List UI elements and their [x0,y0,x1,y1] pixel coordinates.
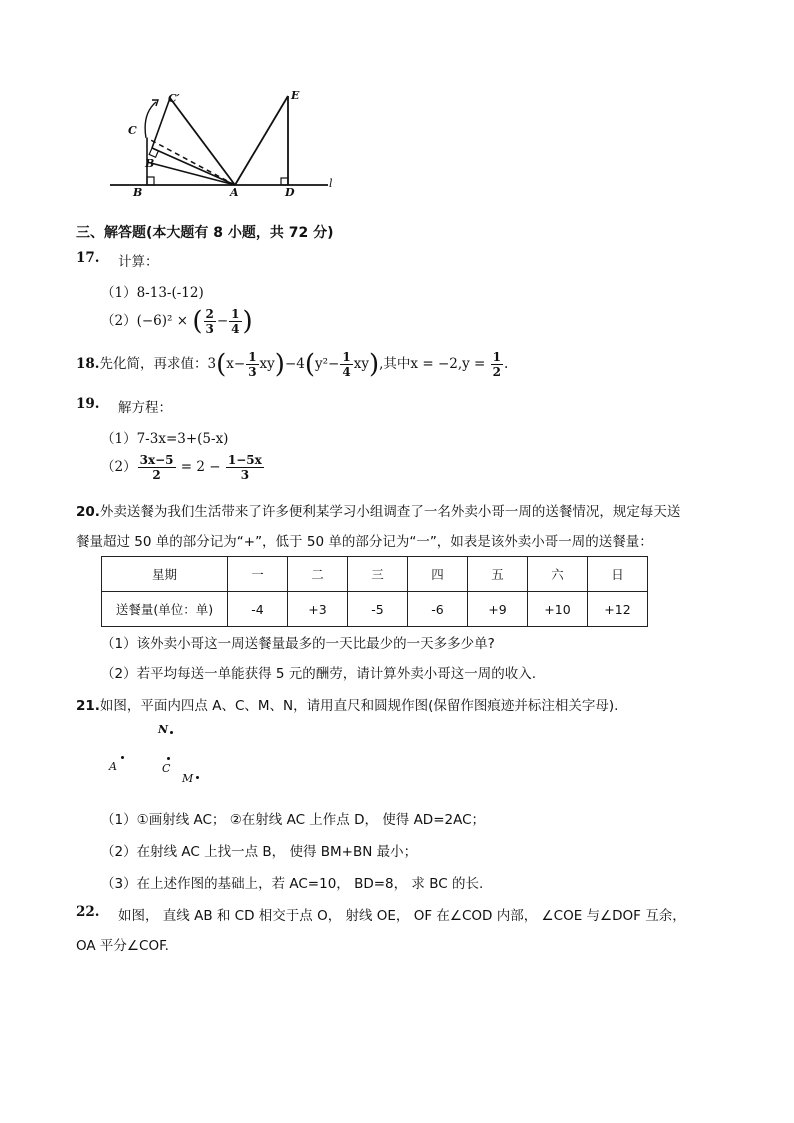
q18-number: 18. [76,356,100,372]
q19-part1: （1）7-3x=3+(5-x) [101,431,229,447]
table-cell: 四 [408,557,468,592]
point-a-label: A [109,760,117,773]
q20-line1: 20.外卖送餐为我们生活带来了许多便利某学习小组调查了一名外卖小哥一周的送餐情况，规定每天送 [76,504,681,520]
q21-line: 21.如图，平面内四点 A、C、M、N，请用直尺和圆规作图(保留作图痕迹并标注相关字母). [76,698,619,714]
point-n-label: N [158,723,169,736]
table-cell: 日 [588,557,648,592]
q19-part2: （2） $\frac{3x-5}{2}$ = 2 − $\frac{1-5x}{3}$ [101,453,262,482]
delivery-table [101,556,648,627]
section-title: 三、解答题(本大题有 8 小题，共 72 分) [76,225,334,241]
q21-part2: （2）在射线 AC 上找一点 B， 使得 BM+BN 最小； [101,844,418,860]
table-cell: -5 [348,592,408,627]
table-cell: +9 [468,592,528,627]
q20-part1: （1）该外卖小哥这一周送餐量最多的一天比最少的一天多多少单? [101,636,495,652]
label-b-small: B [145,157,155,170]
q17-part1: （1）8-13-(-12) [101,285,204,301]
table-cell: +12 [588,592,648,627]
point-n [170,731,173,734]
point-c-label: C [162,762,171,775]
table-cell: 三 [348,557,408,592]
label-c-prime: C′ [168,92,180,105]
label-d: D [285,186,295,199]
label-a: A [230,186,239,199]
q22-line1: 如图， 直线 AB 和 CD 相交于点 O， 射线 OE， OF 在∠COD 内部， ∠COE 与∠DOF 互余， [118,908,686,924]
table-cell: 六 [528,557,588,592]
table-row [102,557,648,592]
q21-part1: （1）①画射线 AC； ②在射线 AC 上作点 D， 使得 AD=2AC； [101,812,486,828]
q17-text: 计算： [118,254,159,270]
q21-number: 21. [76,698,100,714]
table-cell: -6 [408,592,468,627]
label-c: C [128,124,137,137]
q20-part2: （2）若平均每送一单能获得 5 元的酬劳，请计算外卖小哥这一周的收入. [101,666,537,682]
point-m [196,776,199,779]
point-m-label: M [182,772,194,785]
q17-part2: （2）(−6)² × ( $\frac{2}{3}$ − $\frac{1}{4}$ ) [101,306,253,337]
point-c [167,757,170,760]
label-l: l [329,177,333,190]
table-cell: 五 [468,557,528,592]
q19-number: 19. [76,396,100,412]
q20-line2: 餐量超过 50 单的部分记为“+”，低于 50 单的部分记为“一”，如表是该外卖小哥一周的送餐量： [76,534,653,550]
table-row [102,592,648,627]
q21-part3: （3）在上述作图的基础上，若 AC=10， BD=8， 求 BC 的长. [101,876,484,892]
table-cell: +3 [288,592,348,627]
table-cell: 星期 [102,557,228,592]
q17-number: 17. [76,250,100,266]
q22-line2: OA 平分∠COF. [76,938,169,954]
table-cell: 送餐量(单位：单) [102,592,228,627]
table-cell: 二 [288,557,348,592]
q18-line: 18.先化简，再求值：3(x− $\frac{1}{3}$ xy)−4(y²− $\frac{1}{4}$ xy),其中x = −2,y = $\frac{1}{2}$ . [76,349,509,380]
label-b: B [133,186,143,199]
table-cell: 一 [228,557,288,592]
q19-text: 解方程： [118,400,172,416]
table-cell: -4 [228,592,288,627]
table-cell: +10 [528,592,588,627]
q20-number: 20. [76,504,100,520]
q22-number: 22. [76,904,100,920]
point-a [121,756,124,759]
label-e: E [291,89,300,102]
